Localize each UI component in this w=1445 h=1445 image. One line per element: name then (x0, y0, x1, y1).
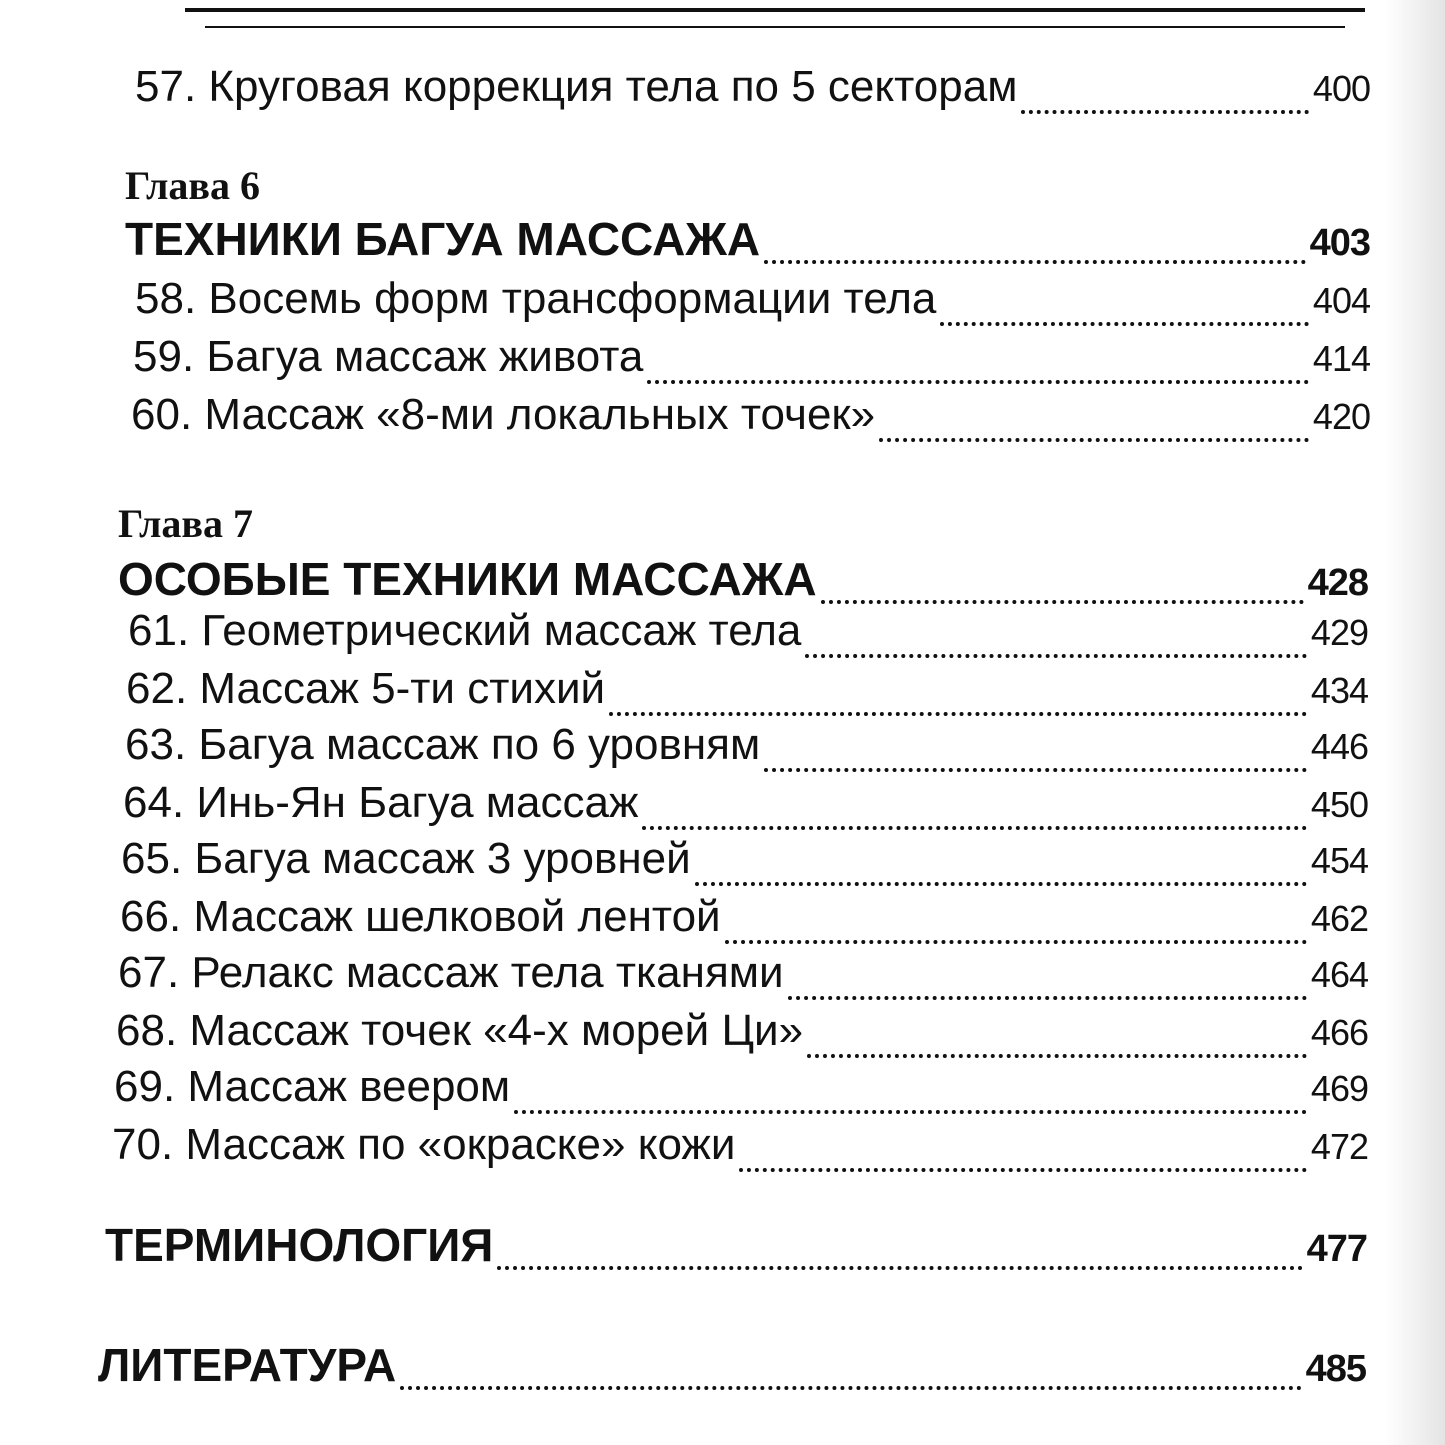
terminology-entry (105, 1218, 1367, 1278)
entry-title: 66. Массаж шелковой лентой (120, 892, 721, 941)
entry-title: 67. Релакс массаж тела тканями (118, 948, 784, 997)
toc-entry-66 (120, 892, 1368, 952)
chapter-title: ОСОБЫЕ ТЕХНИКИ МАССАЖА (118, 553, 817, 605)
toc-entry-67 (118, 948, 1368, 1008)
entry-page: 466 (1310, 1012, 1368, 1053)
entry-title: 58. Восемь форм трансформации тела (135, 274, 937, 323)
entry-page: 472 (1310, 1126, 1368, 1167)
section-page: 485 (1305, 1348, 1366, 1390)
leader-dots (807, 1054, 1307, 1058)
section-title: ТЕРМИНОЛОГИЯ (105, 1219, 494, 1271)
chapter-title: ТЕХНИКИ БАГУА МАССАЖА (125, 213, 761, 265)
top-rule-thin (205, 26, 1345, 28)
page-edge-shadow (1385, 0, 1445, 1445)
section-page: 477 (1306, 1228, 1367, 1270)
entry-page: 469 (1310, 1068, 1368, 1109)
leader-dots (400, 1386, 1301, 1390)
leader-dots (1021, 110, 1308, 114)
leader-dots (879, 438, 1309, 442)
literature-entry (98, 1338, 1366, 1398)
toc-entry-58 (135, 274, 1370, 334)
chapter-page: 403 (1309, 222, 1370, 264)
toc-entry-68 (116, 1006, 1368, 1066)
entry-title: 59. Багуа массаж живота (133, 332, 644, 381)
leader-dots (821, 600, 1304, 604)
entry-title: 60. Массаж «8-ми локальных точек» (131, 390, 876, 439)
leader-dots (940, 322, 1309, 326)
top-rule (185, 8, 1365, 12)
entry-title: 61. Геометрический массаж тела (128, 606, 802, 655)
entry-title: 69. Массаж веером (114, 1062, 511, 1111)
toc-entry-70 (112, 1120, 1368, 1180)
toc-entry-65 (121, 834, 1368, 894)
entry-title: 70. Массаж по «окраске» кожи (112, 1120, 736, 1169)
entry-title: 57. Круговая коррекция тела по 5 секторам (135, 62, 1018, 111)
entry-page: 434 (1310, 670, 1368, 711)
chapter-6-label: Глава 6 (125, 163, 260, 208)
leader-dots (725, 940, 1307, 944)
leader-dots (514, 1110, 1307, 1114)
entry-title: 63. Багуа массаж по 6 уровням (125, 720, 761, 769)
toc-entry-57 (135, 62, 1370, 122)
leader-dots (642, 826, 1307, 830)
leader-dots (764, 768, 1307, 772)
leader-dots (497, 1266, 1302, 1270)
entry-title: 64. Инь-Ян Багуа массаж (123, 778, 639, 827)
entry-page: 400 (1312, 68, 1370, 109)
toc-entry-63 (125, 720, 1368, 780)
entry-page: 446 (1310, 726, 1368, 767)
leader-dots (788, 996, 1307, 1000)
toc-entry-61 (128, 606, 1368, 666)
leader-dots (609, 712, 1307, 716)
entry-page: 429 (1310, 612, 1368, 653)
entry-title: 68. Массаж точек «4-х морей Ци» (116, 1006, 804, 1055)
toc-entry-59 (133, 332, 1370, 392)
entry-page: 420 (1312, 396, 1370, 437)
leader-dots (805, 654, 1307, 658)
entry-page: 464 (1310, 954, 1368, 995)
section-title: ЛИТЕРАТУРА (98, 1339, 397, 1391)
chapter-7-title (118, 552, 1368, 612)
chapter-7-label: Глава 7 (118, 501, 253, 546)
entry-page: 454 (1310, 840, 1368, 881)
entry-page: 462 (1310, 898, 1368, 939)
toc-entry-60 (131, 390, 1370, 450)
toc-entry-64 (123, 778, 1368, 838)
leader-dots (764, 260, 1305, 264)
leader-dots (695, 882, 1307, 886)
leader-dots (647, 380, 1309, 384)
entry-title: 65. Багуа массаж 3 уровней (121, 834, 691, 883)
toc-entry-69 (114, 1062, 1368, 1122)
entry-page: 450 (1310, 784, 1368, 825)
chapter-page: 428 (1307, 562, 1368, 604)
entry-title: 62. Массаж 5-ти стихий (126, 664, 606, 713)
entry-page: 404 (1312, 280, 1370, 321)
entry-page: 414 (1312, 338, 1370, 379)
chapter-6-title (125, 212, 1370, 272)
toc-entry-62 (126, 664, 1368, 724)
leader-dots (739, 1168, 1306, 1172)
